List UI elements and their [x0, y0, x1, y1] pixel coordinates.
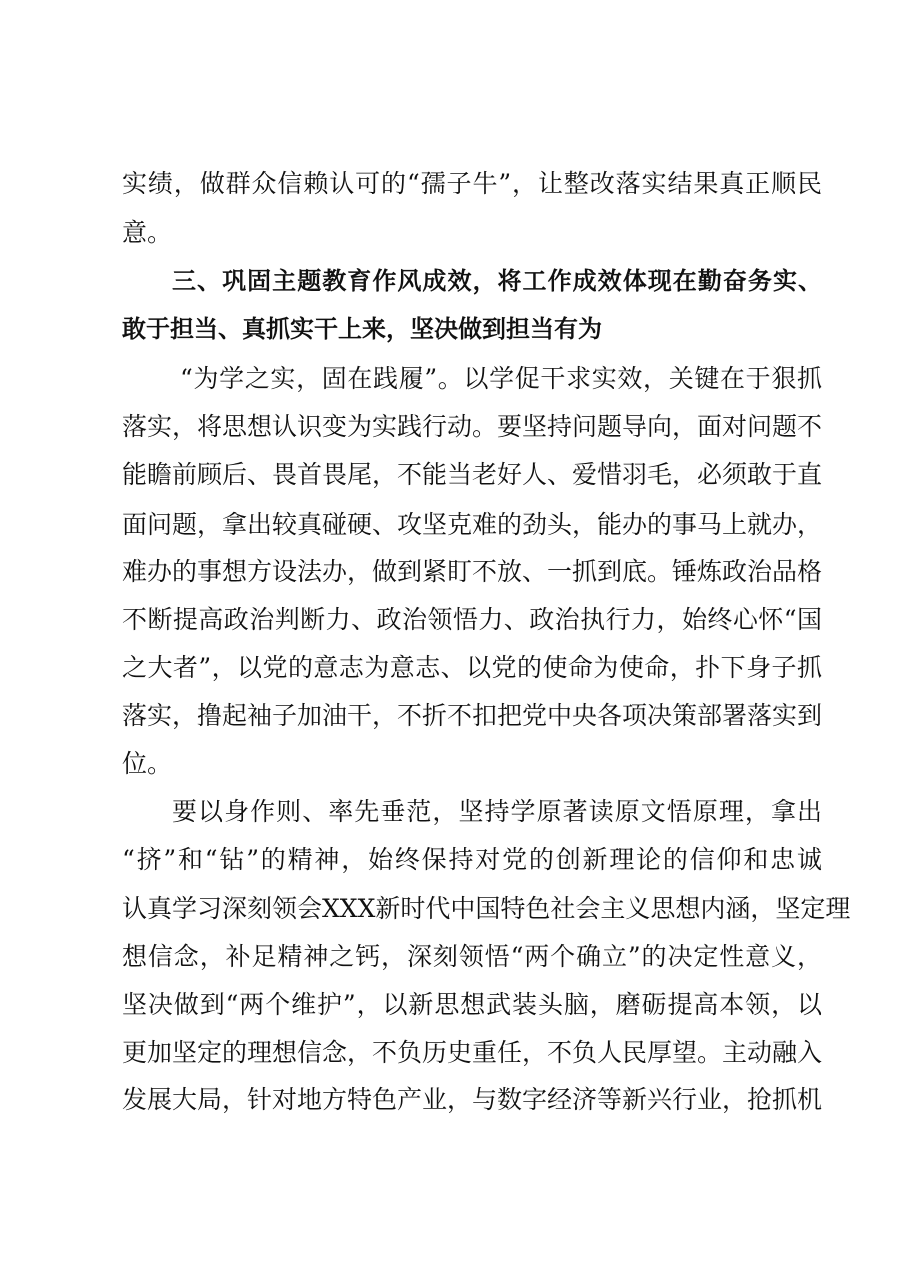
paragraph-line: 能瞻前顾后、畏首畏尾，不能当老好人、爱惜羽毛，必须敢于直 — [122, 460, 823, 489]
paragraph-line: 发展大局，针对地方特色产业，与数字经济等新兴行业，抢抓机 — [122, 1085, 823, 1114]
paragraph-line: 落实，将思想认识变为实践行动。要坚持问题导向，面对问题不 — [122, 412, 823, 441]
paragraph-line: 更加坚定的理想信念，不负历史重任，不负人民厚望。主动融入 — [122, 1038, 823, 1067]
paragraph-line: 要以身作则、率先垂范，坚持学原著读原文悟原理，拿出 — [172, 797, 822, 826]
paragraph-line: 坚决做到“两个维护”，以新思想武装头脑，磨砺提高本领，以 — [122, 990, 822, 1019]
paragraph-line: “挤”和“钻”的精神，始终保持对党的创新理论的信仰和忠诚 — [122, 845, 822, 874]
paragraph-line: 不断提高政治判断力、政治领悟力、政治执行力，始终心怀“国 — [122, 605, 822, 634]
paragraph-line: “为学之实，固在践履”。以学促干求实效，关键在于狠抓 — [180, 364, 822, 393]
paragraph-line: 面问题，拿出较真碰硬、攻坚克难的劲头，能办的事马上就办， — [122, 510, 823, 539]
paragraph-line: 落实，撸起袖子加油干，不折不扣把党中央各项决策部署落实到 — [122, 701, 823, 730]
paragraph-line: 位。 — [122, 749, 173, 778]
paragraph-line: 实绩，做群众信赖认可的“孺子牛”，让整改落实结果真正顺民 — [122, 169, 822, 198]
paragraph-line: 认真学习深刻领会XXX新时代中国特色社会主义思想内涵，坚定理 — [122, 894, 851, 923]
paragraph-line: 意。 — [122, 218, 173, 247]
paragraph-line: 之大者”，以党的意志为意志、以党的使命为使命，扑下身子抓 — [122, 653, 822, 682]
paragraph-line: 难办的事想方设法办，做到紧盯不放、一抓到底。锤炼政治品格 — [122, 557, 823, 586]
section-heading: 敢于担当、真抓实干上来，坚决做到担当有为 — [122, 315, 602, 343]
paragraph-line: 想信念，补足精神之钙，深刻领悟“两个确立”的决定性意义， — [122, 942, 822, 971]
section-heading: 三、巩固主题教育作风成效，将工作成效体现在勤奋务实、 — [172, 267, 822, 295]
